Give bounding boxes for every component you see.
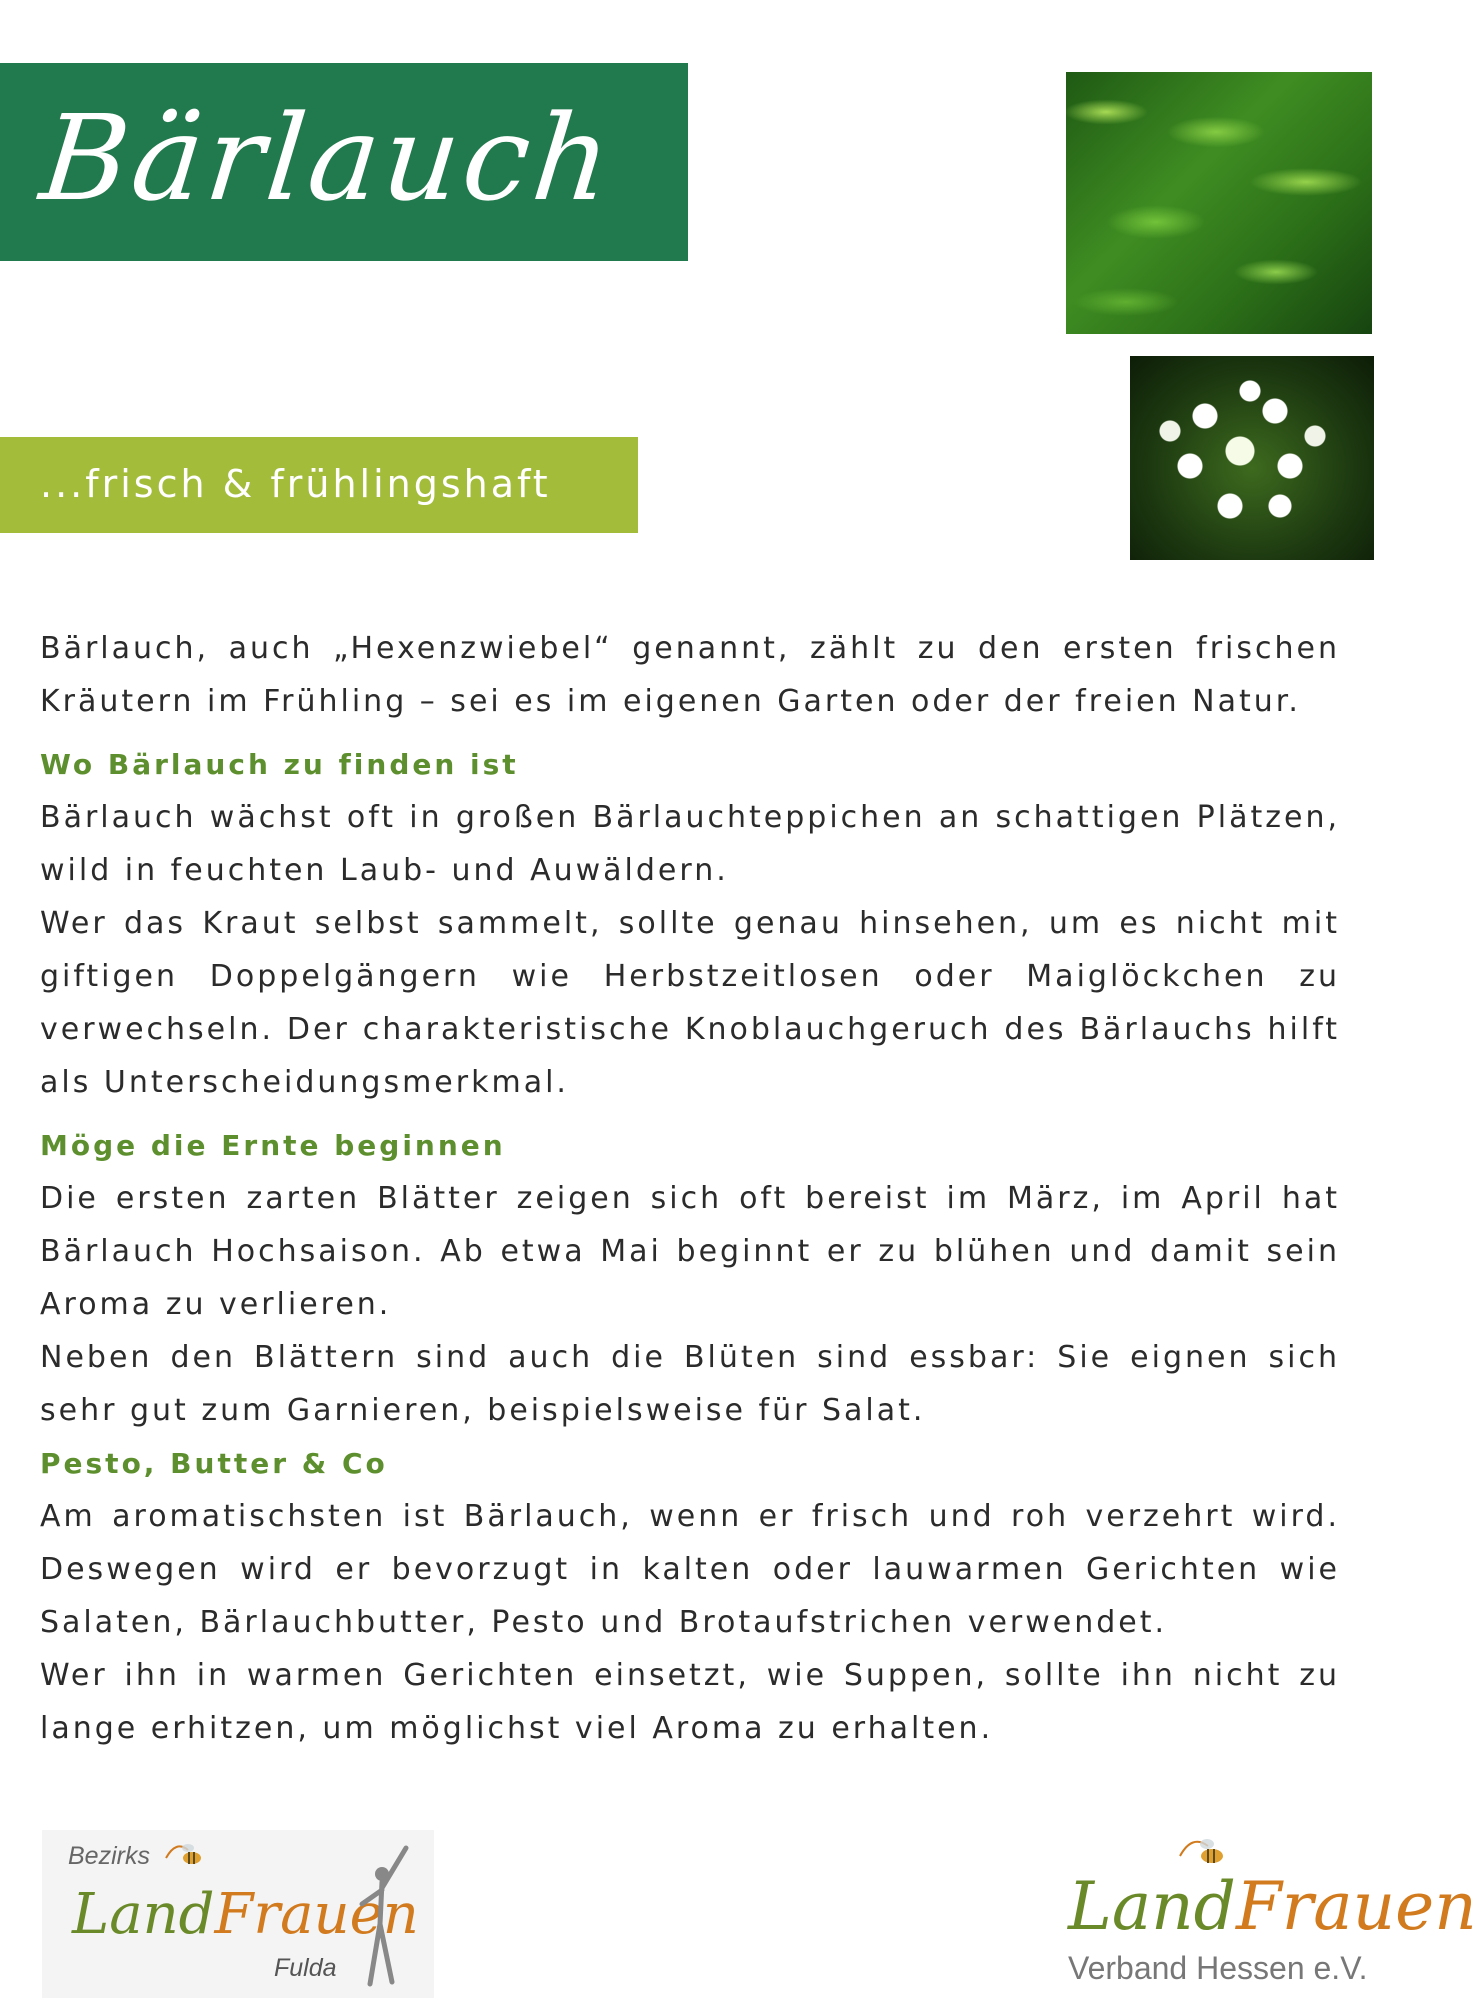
bee-icon	[162, 1836, 206, 1876]
section-paragraph: Am aromatischsten ist Bärlauch, wenn er frisch und roh verzehrt wird. Deswegen wird er bevorzugt in kalten oder lauwarmen Gerichten wie Salaten, Bärlauchbutter, Pesto und Brotaufstrichen verwendet.	[40, 1499, 1340, 1640]
logo-left-frauen: Frauen	[214, 1882, 419, 1947]
logo-right-frauen: Frauen	[1235, 1868, 1477, 1945]
section-paragraph: Die ersten zarten Blätter zeigen sich oft bereist im März, im April hat Bärlauch Hochsaison. Ab etwa Mai beginnt er zu blühen und damit sein Aroma zu verlieren.	[40, 1181, 1340, 1322]
logo-right-land: Land	[1068, 1868, 1236, 1945]
dancer-figure-icon	[356, 1844, 416, 1994]
wild-garlic-flower-photo	[1130, 356, 1374, 560]
logo-left-bottom-text: Fulda	[274, 1954, 337, 1982]
logo-left-top-text: Bezirks	[68, 1842, 150, 1870]
section-heading-location: Wo Bärlauch zu finden ist	[40, 748, 519, 781]
article-body	[40, 622, 1340, 1755]
landfrauen-verband-hessen-logo	[1058, 1830, 1477, 2000]
logo-right-bottom-text: Verband Hessen e.V.	[1068, 1950, 1368, 1986]
page-title: Bärlauch	[34, 89, 621, 227]
subtitle-banner	[0, 437, 638, 533]
section-heading-uses: Pesto, Butter & Co	[40, 1447, 388, 1480]
intro-paragraph: Bärlauch, auch „Hexenzwiebel“ genannt, zählt zu den ersten frischen Kräutern im Frühling – sei es im eigenen Garten oder der freien Natur.	[40, 631, 1340, 719]
section-paragraph: Bärlauch wächst oft in großen Bärlauchteppichen an schattigen Plätzen, wild in feuchten Laub- und Auwäldern.	[40, 800, 1340, 888]
bezirks-landfrauen-fulda-logo	[42, 1830, 434, 1998]
section-heading-harvest: Möge die Ernte beginnen	[40, 1129, 506, 1162]
section-paragraph: Wer ihn in warmen Gerichten einsetzt, wie Suppen, sollte ihn nicht zu lange erhitzen, um möglichst viel Aroma zu erhalten.	[40, 1658, 1340, 1746]
page-subtitle: ...frisch & frühlingshaft	[40, 462, 551, 506]
wild-garlic-leaves-photo	[1066, 72, 1372, 334]
section-paragraph: Neben den Blättern sind auch die Blüten sind essbar: Sie eignen sich sehr gut zum Garnieren, beispielsweise für Salat.	[40, 1340, 1340, 1428]
logo-right-wordmark	[1068, 1868, 1477, 1945]
section-paragraph: Wer das Kraut selbst sammelt, sollte genau hinsehen, um es nicht mit giftigen Doppelgängern wie Herbstzeitlosen oder Maiglöckchen zu verwechseln. Der charakteristische Knoblauchgeruch des Bärlauchs hilft als Unterscheidungsmerkmal.	[40, 906, 1340, 1100]
logo-left-land: Land	[72, 1882, 215, 1947]
title-banner	[0, 63, 688, 261]
